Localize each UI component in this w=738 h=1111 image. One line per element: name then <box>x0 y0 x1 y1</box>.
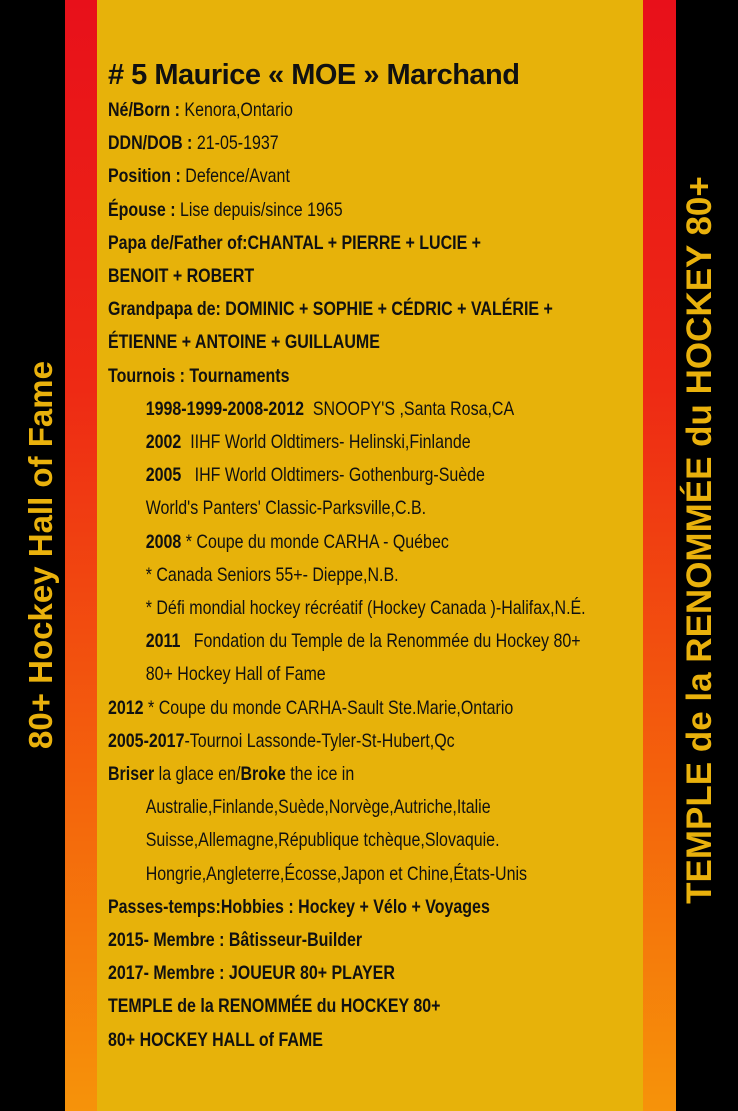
tournament-row-lassonde: 2005-2017-Tournoi Lassonde-Tyler-St-Hubert,Qc <box>108 729 455 752</box>
player-card <box>108 57 638 1057</box>
dob-label: DDN/DOB : <box>108 132 193 155</box>
position-row <box>108 160 543 193</box>
dob-row <box>108 127 543 160</box>
tournament-row: 2002 IIHF World Oldtimers- Helinski,Finlande <box>145 431 471 454</box>
countries-line: Australie,Finlande,Suède,Norvège,Autriche,Italie <box>145 796 491 819</box>
member-2017-row: 2017- Membre : JOUEUR 80+ PLAYER <box>108 962 395 985</box>
tournament-row: 2008 * Coupe du monde CARHA - Québec <box>145 530 449 553</box>
tournament-detail: * Défi mondial hockey récréatif (Hockey Canada )-Halifax,N.É. <box>145 597 586 620</box>
hobbies-row: Passes-temps:Hobbies : Hockey + Vélo + Voyages <box>108 895 490 918</box>
ice-heading: Briser la glace en/Broke the ice in <box>108 763 355 786</box>
member-2015-row: 2015- Membre : Bâtisseur-Builder <box>108 929 363 952</box>
tournament-detail: 80+ Hockey Hall of Fame <box>145 663 326 686</box>
children-line-1: Papa de/Father of:CHANTAL + PIERRE + LUCIE + <box>108 231 482 254</box>
grandchildren-line-2: ÉTIENNE + ANTOINE + GUILLAUME <box>108 331 380 354</box>
tournaments-heading: Tournois : Tournaments <box>108 364 290 387</box>
born-label: Né/Born : <box>108 99 180 121</box>
right-gradient-stripe <box>643 0 676 1111</box>
left-gradient-stripe <box>65 0 97 1111</box>
spouse-label: Épouse : <box>108 198 176 221</box>
footer-line-2: 80+ HOCKEY HALL of FAME <box>108 1028 323 1051</box>
children-line-2: BENOIT + ROBERT <box>108 265 255 288</box>
tournament-row: 1998-1999-2008-2012 SNOOPY'S ,Santa Rosa,CA <box>145 397 515 420</box>
countries-line: Hongrie,Angleterre,Écosse,Japon et Chine,États-Unis <box>145 862 528 885</box>
footer-line-1: TEMPLE de la RENOMMÉE du HOCKEY 80+ <box>108 995 441 1018</box>
position-value: Defence/Avant <box>185 165 290 188</box>
grandchildren-line-1: Grandpapa de: DOMINIC + SOPHIE + CÉDRIC + VALÉRIE + <box>108 298 553 321</box>
right-vertical-title: TEMPLE de la RENOMMÉE du HOCKEY 80+ <box>680 176 719 904</box>
left-vertical-title: 80+ Hockey Hall of Fame <box>22 361 59 749</box>
born-value: Kenora,Ontario <box>184 99 293 121</box>
born-row <box>108 94 543 127</box>
countries-line: Suisse,Allemagne,République tchèque,Slovaquie. <box>145 829 500 852</box>
tournament-row: 2005 IHF World Oldtimers- Gothenburg-Suède <box>145 464 485 487</box>
tournament-row-2012: 2012 * Coupe du monde CARHA-Sault Ste.Marie,Ontario <box>108 696 514 719</box>
spouse-row <box>108 194 543 227</box>
position-label: Position : <box>108 165 181 188</box>
tournament-detail: * Canada Seniors 55+- Dieppe,N.B. <box>145 563 399 586</box>
tournament-detail: World's Panters' Classic-Parksville,C.B. <box>145 497 427 520</box>
player-name: # 5 Maurice « MOE » Marchand <box>108 59 520 91</box>
spouse-value: Lise depuis/since 1965 <box>179 198 343 221</box>
tournament-row: 2011 Fondation du Temple de la Renommée du Hockey 80+ <box>145 630 581 653</box>
dob-value: 21-05-1937 <box>196 132 279 155</box>
